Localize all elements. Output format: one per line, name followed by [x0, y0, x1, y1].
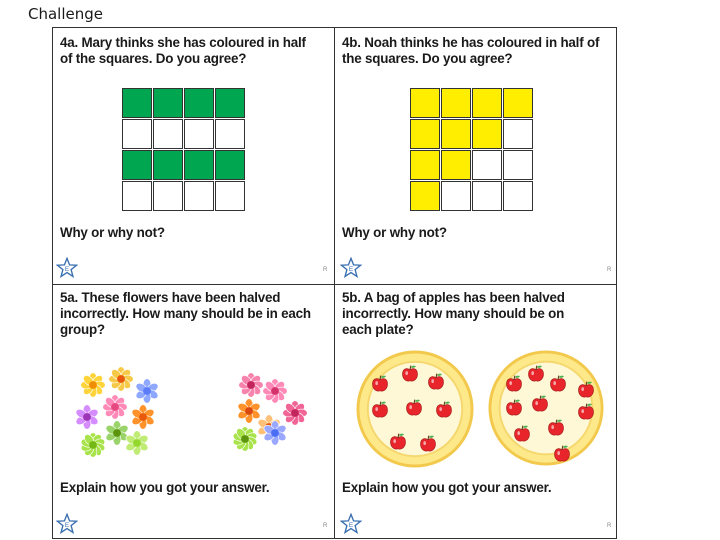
grid-4a-cell — [215, 88, 245, 118]
flower-icon — [262, 420, 288, 451]
question-5b-line-3: each plate? — [342, 322, 414, 337]
grid-4b-cell — [503, 119, 533, 149]
grid-4a-cell — [153, 119, 183, 149]
apple-icon — [552, 444, 572, 469]
svg-text:E: E — [64, 522, 70, 530]
grid-4b-cell — [503, 88, 533, 118]
grid-4a-cell — [184, 150, 214, 180]
question-5a-line-3: group? — [60, 322, 105, 337]
apple-icon — [530, 394, 550, 419]
grid-4b-cell — [503, 150, 533, 180]
question-5a-prompt: Explain how you got your answer. — [60, 480, 270, 495]
grid-4b-cell — [410, 119, 440, 149]
apple-icon — [370, 374, 390, 399]
corner-mark: R — [607, 267, 612, 273]
grid-4b-cell — [441, 150, 471, 180]
question-4a-prompt: Why or why not? — [60, 225, 165, 240]
flower-icon — [124, 430, 150, 461]
apple-icon — [546, 418, 566, 443]
apple-icon — [504, 398, 524, 423]
corner-mark: R — [323, 523, 328, 529]
star-badge-icon — [340, 513, 362, 535]
apple-icon — [400, 364, 420, 389]
apple-icon — [370, 400, 390, 425]
svg-text:E: E — [348, 522, 354, 530]
grid-4b-cell — [503, 181, 533, 211]
star-badge-icon — [340, 257, 362, 279]
grid-4a-cell — [215, 181, 245, 211]
vertical-divider — [334, 27, 335, 539]
question-5b-line-1: 5b. A bag of apples has been halved — [342, 290, 565, 305]
svg-text:E: E — [64, 266, 70, 274]
question-5a-line-2: incorrectly. How many should be in each — [60, 306, 311, 321]
question-4a-line-1: 4a. Mary thinks she has coloured in half — [60, 35, 306, 50]
grid-4b-cell — [441, 119, 471, 149]
apple-icon — [434, 400, 454, 425]
grid-4a-cell — [184, 181, 214, 211]
apple-icon — [512, 424, 532, 449]
question-4b-line-1: 4b. Noah thinks he has coloured in half of — [342, 35, 600, 50]
grid-4a-cell — [122, 119, 152, 149]
grid-4a-cell — [215, 119, 245, 149]
grid-4a-cell — [153, 181, 183, 211]
apple-icon — [504, 374, 524, 399]
question-4a-line-2: of the squares. Do you agree? — [60, 51, 247, 66]
grid-4a-cell — [184, 88, 214, 118]
question-5a-line-1: 5a. These flowers have been halved — [60, 290, 281, 305]
horizontal-divider — [52, 284, 617, 285]
grid-4a-cell — [153, 150, 183, 180]
grid-4a-cell — [184, 119, 214, 149]
apple-icon — [426, 372, 446, 397]
star-badge-icon — [56, 513, 78, 535]
flower-icon — [74, 404, 100, 435]
grid-4a-cell — [122, 88, 152, 118]
grid-4b-cell — [410, 181, 440, 211]
apple-icon — [548, 374, 568, 399]
corner-mark: R — [607, 523, 612, 529]
apple-icon — [526, 364, 546, 389]
flower-icon — [80, 432, 106, 463]
corner-mark: R — [323, 267, 328, 273]
grid-4a-cell — [153, 88, 183, 118]
grid-4b-cell — [441, 88, 471, 118]
grid-4a-cell — [215, 150, 245, 180]
flower-icon — [232, 426, 258, 457]
apple-icon — [418, 434, 438, 459]
svg-text:E: E — [348, 266, 354, 274]
flower-icon — [108, 366, 134, 397]
grid-4b-cell — [441, 181, 471, 211]
question-5b-line-2: incorrectly. How many should be on — [342, 306, 565, 321]
page-title: Challenge — [28, 5, 103, 23]
grid-4b-cell — [410, 150, 440, 180]
grid-4b-cell — [472, 88, 502, 118]
grid-4b-cell — [472, 181, 502, 211]
apple-icon — [388, 432, 408, 457]
apple-icon — [576, 402, 596, 427]
question-4b-prompt: Why or why not? — [342, 225, 447, 240]
apple-icon — [404, 398, 424, 423]
grid-4b-cell — [472, 150, 502, 180]
grid-4a-cell — [122, 181, 152, 211]
question-4b-line-2: the squares. Do you agree? — [342, 51, 513, 66]
grid-4b-cell — [410, 88, 440, 118]
grid-4b-cell — [472, 119, 502, 149]
question-5b-prompt: Explain how you got your answer. — [342, 480, 552, 495]
star-badge-icon — [56, 257, 78, 279]
grid-4a-cell — [122, 150, 152, 180]
